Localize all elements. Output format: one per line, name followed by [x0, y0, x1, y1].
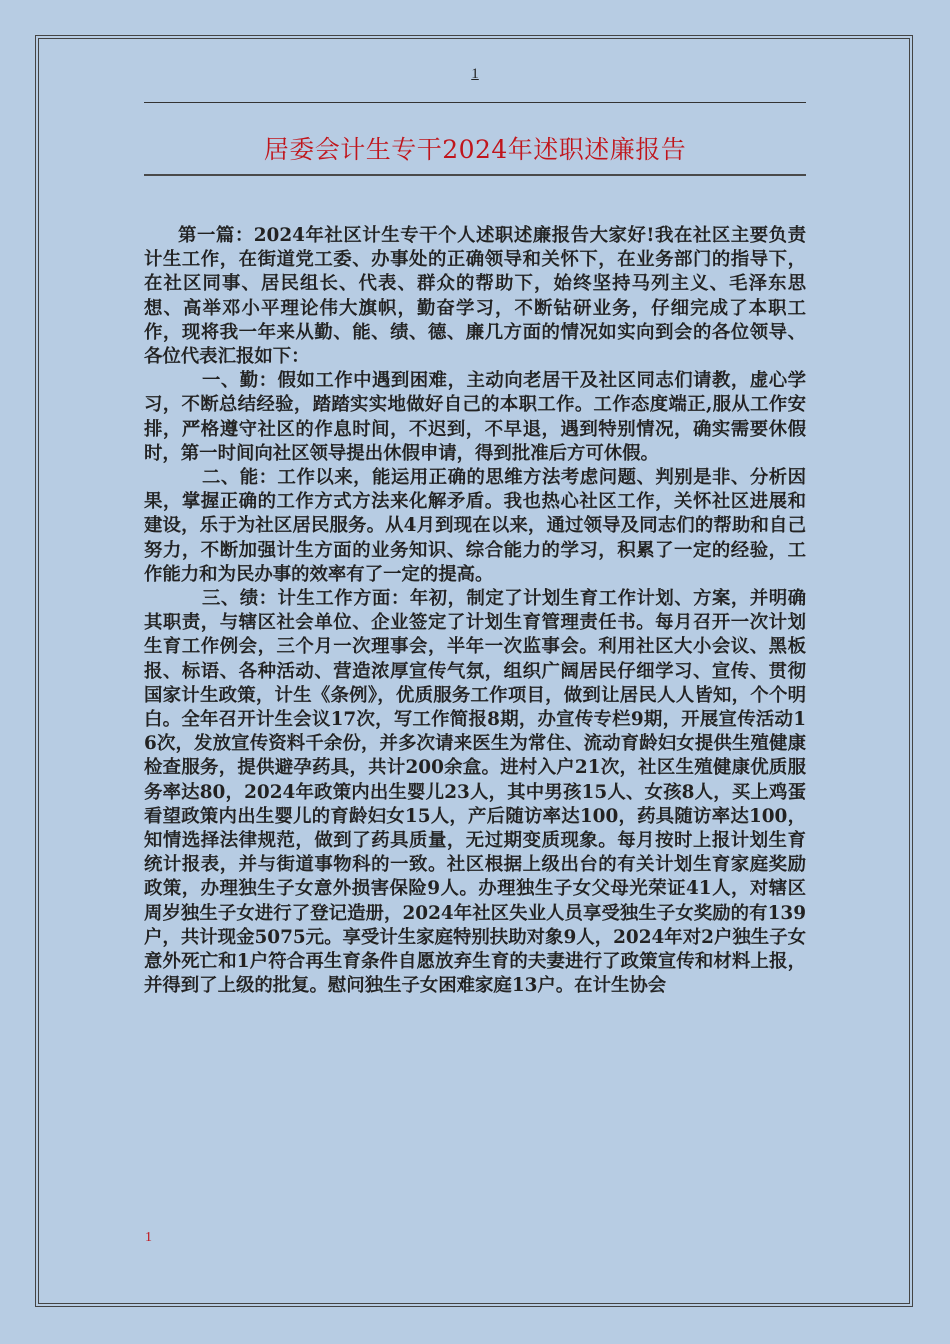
paragraph-ability: 二、能：工作以来，能运用正确的思维方法考虑问题、判别是非、分析因果，掌握正确的工作方式方法来化解矛盾。我也热心社区工作，关怀社区进展和建设，乐于为社区居民服务。从4月到现在以来，通过领导及同志们的帮助和自己努力，不断加强计生方面的业务知识、综合能力的学习，积累了一定的经验，工作能力和为民办事的效率有了一定的提高。 [144, 467, 806, 585]
header-divider [144, 102, 806, 103]
paragraph-diligence: 一、勤：假如工作中遇到困难，主动向老居干及社区同志们请教，虚心学习，不断总结经验，踏踏实实地做好自己的本职工作。工作态度端正,服从工作安排，严格遵守社区的作息时间，不迟到，不早退，遇到特别情况，确实需要休假时，第一时间向社区领导提出休假申请，得到批准后方可休假。 [144, 370, 806, 464]
paragraph-intro: 第一篇：2024年社区计生专干个人述职述廉报告大家好!我在社区主要负责计生工作，在街道党工委、办事处的正确领导和关怀下，在业务部门的指导下，在社区同事、居民组长、代表、群众的帮助下，始终坚持马列主义、毛泽东思想、高举邓小平理论伟大旗帜，勤奋学习，不断钻研业务，仔细完成了本职工作，现将我一年来从勤、能、绩、德、廉几方面的情况如实向到会的各位领导、各位代表汇报如下： [144, 225, 806, 368]
document-body [144, 224, 806, 999]
document-title: 居委会计生专干2024年述职述廉报告 [263, 135, 687, 164]
paragraph-achievement: 三、绩：计生工作方面：年初，制定了计划生育工作计划、方案，并明确其职责，与辖区社会单位、企业签定了计划生育管理责任书。每月召开一次计划生育工作例会，三个月一次理事会，半年一次监事会。利用社区大小会议、黑板报、标语、各种活动、营造浓厚宣传气氛，组织广阔居民仔细学习、宣传、贯彻国家计生政策，计生《条例》，优质服务工作项目，做到让居民人人皆知，个个明白。全年召开计生会议17次，写工作简报8期，办宣传专栏9期，开展宣传活动16次，发放宣传资料千余份，并多次请来医生为常住、流动育龄妇女提供生殖健康检查服务，提供避孕药具，共计200余盒。进村入户21次，社区生殖健康优质服务率达80，2024年政策内出生婴儿23人，其中男孩15人、女孩8人，买上鸡蛋看望政策内出生婴儿的育龄妇女15人，产后随访率达100，药具随访率达100，知情选择法律规范，做到了药具质量，无过期变质现象。每月按时上报计划生育统计报表，并与街道事物科的一致。社区根据上级出台的有关计划生育家庭奖励政策，办理独生子女意外损害保险9人。办理独生子女父母光荣证41人，对辖区周岁独生子女进行了登记造册，2024年社区失业人员享受独生子女奖励的有139户，共计现金5075元。享受计生家庭特别扶助对象9人，2024年对2户独生子女意外死亡和1户符合再生育条件自愿放弃生育的夫妻进行了政策宣传和材料上报，并得到了上级的批复。慰问独生子女困难家庭13户。在计生协会 [144, 588, 806, 997]
header-page-number: 1 [471, 66, 479, 82]
footer-page-number: 1 [145, 1230, 152, 1245]
title-divider [144, 174, 806, 176]
